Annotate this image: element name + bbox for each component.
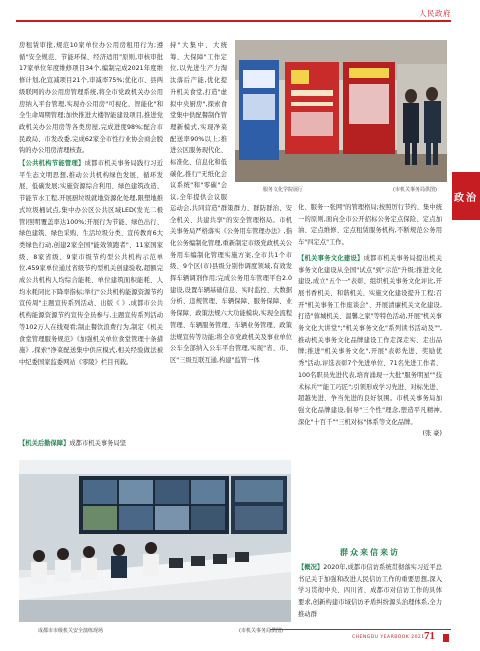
footer-marker xyxy=(443,634,449,642)
page-number: 71 xyxy=(424,630,435,642)
photo-safety-drill xyxy=(19,460,291,622)
col3-author: (张 豪) xyxy=(422,430,442,438)
section-title-overview: 【概况】 xyxy=(298,564,324,571)
section-title-culture: 【机关事务文化建设】 xyxy=(298,254,364,262)
col1-section-energy xyxy=(19,158,163,369)
section-body-culture: 成都市机关事务局提出机关事务文化建设从全国"试点"到"示范"升级;推进文化建设,成立"五个一"表彰、组织机关事务文化评比,开展书香机关、和谐机关、实施文化建设提升工程;召开"机关事务工作座谈会"、开展清廉机关文化建设,打造"蓉城机关、温馨之家"等特色活动,开展"机关事务文化大讲堂";"机关事务文化"系列读书活动及"",推动机关事务文化品牌建设工作走深走实、走出品牌;推进"机关事务文化",开展"表彰先进、奖励优秀"活动,评选表彰7个先进单位、71名先进工作者、100名职员先进代表,培育涌现一大批"服务明星""技术标兵""能工巧匠";引领形成学习先进、对标先进、超越先进、争当先进的良好氛围。市机关事务局加强文化品牌建设,倡导"三个性"理念,塑造平凡精神,深化"十百千""三机对标"体系等文化品牌。 xyxy=(298,254,442,426)
col3-section-culture xyxy=(298,253,442,429)
section-heading-petitions: 群众来信来访 xyxy=(340,548,400,557)
side-tab-label: 政治 xyxy=(454,192,478,204)
section-body-logistics: 成都市机关事务局坚 xyxy=(69,440,127,447)
col1-section-logistics xyxy=(19,438,163,450)
col2-text-part1: 持"大集中、大统筹、大保障"工作定位,以先进生产力淘汰落后产能,优化提升机关食堂,打造"虚拟中央厨房",探索食堂集中供配餐制作管理新模式,实现净菜配送率90%以上;推进公区服务现代化、标准化、信息化和低碳化,推行"无纸化会议系统"和"零碳"会议,全年提供会议服 xyxy=(170,42,227,202)
exhibition-hall-image xyxy=(235,40,447,182)
section-body-energy: 成都市机关事务局践行习近平生态文明思想,推动公共机构绿色发展、循环发展、低碳发展;实施资源综合利用、绿色建筑改造、节能节水工程,开展厨垃圾就地资源化处理,限塑地推式垃圾桶试点,集中办公区公共区域LED(发光二极管)照明覆盖率达100%;开展行为节能、绿色出行、绿色建筑、绿色采购、生活垃圾分类、宣传教育6大类绿色行动,创建2家全国"能效领跑者"、11家国家级、8家省级、9家市级节约型公共机构示范单位,459家单位通过省级节约型机关创建验收,超额完成公共机构人均综合能耗、单位建筑面积能耗、人均水耗同比下降率指标;举行"公共机构能源资源节约宣传周"主题宣传系列活动、出版《 》,成都市公共机构能源资源节约宣传全员参与,主题宣传系列活动等102万人在线观看;制止餐饮浪费行为,制定《机关食堂管理服务规范》《加强机关单位食堂管理十条措施》,探索"净菜配送集中供应模式,相关经验做法被中纪委国家监委网站《零陵》栏目刊载。 xyxy=(19,160,163,366)
column-3 xyxy=(298,202,442,547)
section-body-overview: 2020年,成都市信访系统贯彻落实习近平总书记关于加强和改进人民信访工作的重要思想,深入学习贯彻中央、四川省、成都市对信访工作的具体要求,创新构建市域信访矛盾纠纷源头治理体系,全力推动群 xyxy=(298,564,442,618)
col1-intro: 房租赁审批,规范10家单位办公用房租用行为;遵循"安全规范、节能环保、经济适用"原则,审核审批17家单位年度维修项目34个,编制完成2021年度维修计划,化宣减项目21个,审减率75%;优化市、县两级联网的办公用房管理系统,将全市党政机关办公用房纳入平台管理,实现办公用房"可视化、智能化"和全生命周期管理;加快推进大楼智能建设项目,推进党政机关办公用房等各类房屋,完成进度98%;配合市民政局、市发改委,完成62家全市性行业协会商会脱钩的办公用房清理核查。 xyxy=(19,42,163,155)
photo-exhibition-hall xyxy=(235,40,447,182)
footer-yearbook-label xyxy=(352,635,425,640)
column-2 xyxy=(170,202,292,456)
column-1-bottom xyxy=(19,438,163,450)
column-2-narrow xyxy=(170,40,227,206)
column-3-bottom xyxy=(298,562,442,624)
photo-bottom-credit: (市机关事务局供图) xyxy=(239,628,283,634)
col3-section-overview xyxy=(298,562,442,621)
photo-bottom-caption: 成都市市级机关安全演练现场 xyxy=(38,628,104,634)
running-header: 人民政府 xyxy=(419,9,451,18)
col3-intro: 化、服务一张网"的管理格局;按照厉行节约、集中统一的原则,面向全市公开招标公务定点保险、定点加油、定点维修、定点租赁服务机构,不断规范公务用车"四定点"工作。 xyxy=(298,204,442,247)
safety-drill-image xyxy=(19,460,291,622)
photo-top-caption: 服务文化学院展厅 xyxy=(263,187,304,193)
col2-text-part2: 运动会,共同营造"群策群力、群防群治、安全机关、共建共享"的安全管理格局。市机关事务局严格落实《公务用车管理办法》,指化公务编制化管理,重新制定市级党政机关公务用车编制化管理实施方案,全市共1个市级、9个区(市)县级分别作调度领域,有效发挥车辆调剂作用;完成公务用车管理平台2.0建设,设置车辆基础信息、实时监控、大数据分析、违规管理、车辆保障、服务保障、业务保障、政策法规六大功能模块,实现全流程管理、车辆服务管理、车辆业务管理、政策法规宣传等功能;将全市党政机关及事业单位公车全部纳入公车平台管理,实现"省、市、区"三级互联互通,构建"监管一体 xyxy=(170,204,292,364)
photo-top-credit: (市机关事务局供图) xyxy=(393,187,437,193)
column-1 xyxy=(19,40,163,448)
section-title-logistics: 【机关后勤保障】 xyxy=(19,440,70,447)
footer-year: 2021 xyxy=(411,635,425,640)
header-rule xyxy=(16,20,451,22)
footer-yearbook-name: CHENGDU YEARBOOK xyxy=(352,635,410,640)
section-side-tab xyxy=(452,172,480,220)
section-title-energy: 【公共机构节能管理】 xyxy=(19,160,85,168)
